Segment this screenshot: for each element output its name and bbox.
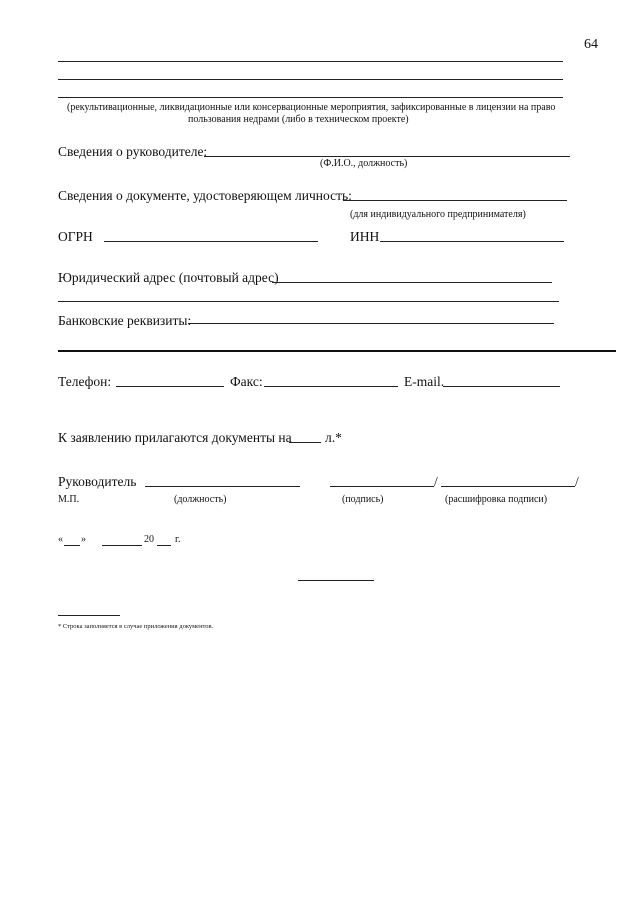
date-day-field[interactable] (64, 545, 80, 546)
phone-label: Телефон: (58, 374, 112, 389)
bank-field[interactable] (188, 323, 554, 324)
signature-note: (подпись) (342, 494, 384, 505)
date-year-field[interactable] (157, 545, 171, 546)
id-doc-note: (для индивидуального предпринимателя) (350, 209, 526, 220)
inn-field[interactable] (380, 241, 564, 242)
date-year-suffix: г. (175, 534, 181, 545)
rehab-note-line1: (рекультивационные, ликвидационные или консервационные мероприятия, зафиксированные в лицензии на право (67, 102, 556, 113)
director-position-field[interactable] (145, 486, 300, 487)
footnote-separator (58, 615, 120, 616)
legal-address-field[interactable] (272, 282, 552, 283)
attached-docs-suffix: л.* (325, 430, 342, 445)
blank-line-1[interactable] (58, 61, 563, 62)
stamp-label: М.П. (58, 494, 80, 505)
separator-line (58, 350, 616, 352)
decoding-note: (расшифровка подписи) (445, 494, 548, 505)
date-close-quote: » (81, 534, 86, 545)
head-field[interactable] (204, 156, 570, 157)
ogrn-label: ОГРН (58, 229, 93, 244)
fax-field[interactable] (264, 386, 398, 387)
rehab-note-line2: пользования недрами (либо в техническом проекте) (188, 114, 409, 125)
inn-label: ИНН (350, 229, 380, 244)
email-label: E-mail. (404, 374, 445, 389)
date-month-field[interactable] (102, 545, 142, 546)
legal-address-label: Юридический адрес (почтовый адрес) (58, 270, 279, 285)
blank-line-3[interactable] (58, 97, 563, 98)
center-rule (298, 580, 374, 581)
director-signature-field[interactable] (330, 486, 434, 487)
director-label: Руководитель (58, 474, 137, 489)
id-doc-label: Сведения о документе, удостоверяющем личность: (58, 188, 352, 203)
email-field[interactable] (443, 386, 560, 387)
bank-label: Банковские реквизиты: (58, 313, 192, 328)
date-open-quote: « (58, 534, 63, 545)
slash-2: / (575, 474, 579, 489)
head-note: (Ф.И.О., должность) (320, 158, 408, 169)
blank-line-2[interactable] (58, 79, 563, 80)
phone-field[interactable] (116, 386, 224, 387)
legal-address-field-2[interactable] (58, 301, 559, 302)
attached-docs-count-field[interactable] (289, 442, 321, 443)
date-year-prefix: 20 (144, 534, 154, 545)
position-note: (должность) (174, 494, 227, 505)
ogrn-field[interactable] (104, 241, 318, 242)
fax-label: Факс: (230, 374, 263, 389)
id-doc-field[interactable] (343, 200, 567, 201)
attached-docs-label: К заявлению прилагаются документы на (58, 430, 292, 445)
footnote-text: * Строка заполняется в случае приложения документов. (58, 623, 214, 630)
head-label: Сведения о руководителе: (58, 144, 208, 159)
page-number: 64 (584, 37, 598, 52)
slash-1: / (434, 474, 438, 489)
director-decoding-field[interactable] (441, 486, 575, 487)
